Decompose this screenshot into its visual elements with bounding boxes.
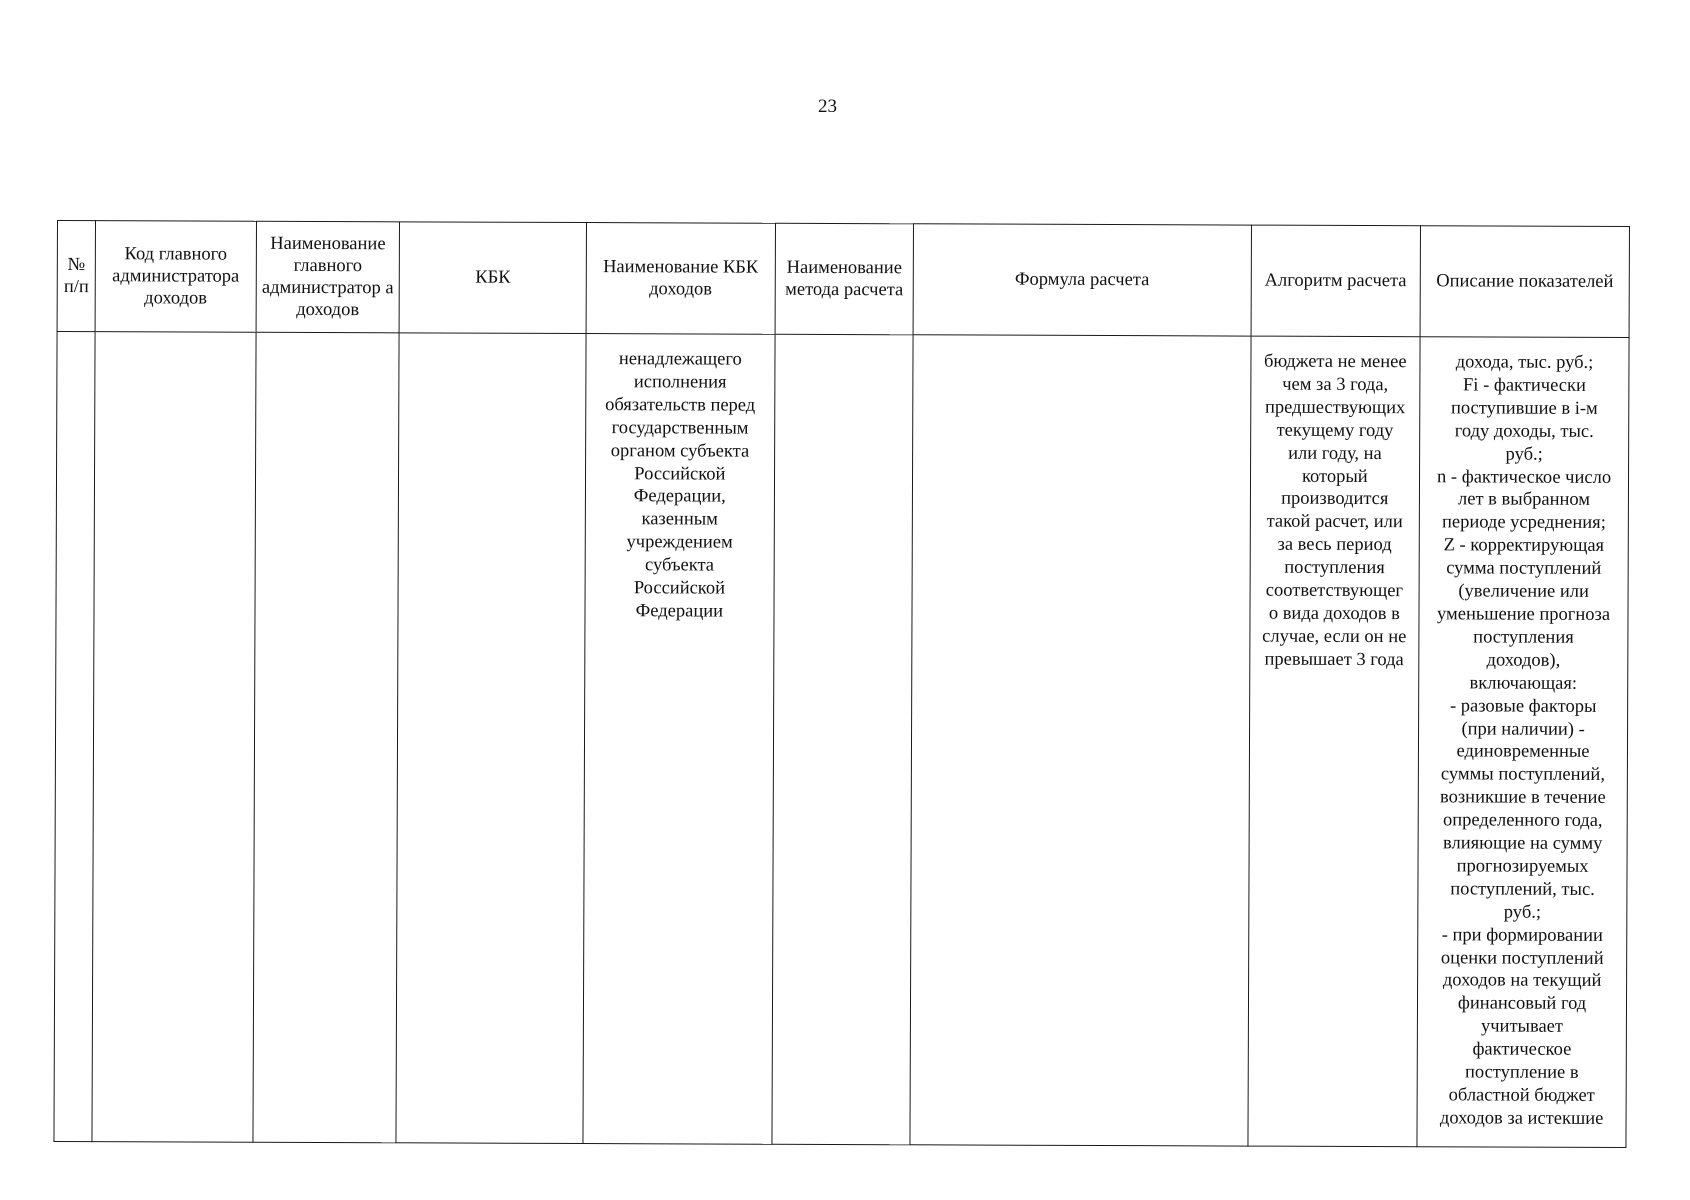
cell-indicators — [1417, 337, 1629, 1148]
header-kbk: КБК — [399, 222, 586, 334]
header-admin-code: Код главного администратора доходов — [95, 221, 256, 333]
cell-formula — [910, 335, 1250, 1146]
header-kbk-name: Наименование КБК доходов — [586, 223, 775, 335]
page-number: 23 — [818, 96, 837, 117]
cell-algorithm-text: бюджета не менее чем за 3 года, предшествующих текущему году или году, на который производится такой расчет, или за весь период поступления соответствующег о вида доходов в случае, если он не превышает 3 года — [1262, 351, 1407, 670]
header-method-name: Наименование метода расчета — [775, 223, 914, 335]
cell-num — [54, 332, 95, 1142]
table-body — [54, 332, 1629, 1148]
cell-formula-text — [914, 349, 1250, 350]
header-num: № п/п — [57, 221, 96, 332]
cell-kbk-name-text: ненадлежащего исполнения обязательств перед государственным органом субъекта Российской Федерации, казенным учреждением субъекта Российской Федерации — [605, 349, 756, 622]
cell-admin-name-text — [256, 347, 399, 348]
header-formula: Формула расчета — [913, 224, 1251, 336]
header-admin-name: Наименование главного администратор а доходов — [256, 221, 400, 333]
cell-algorithm — [1247, 336, 1420, 1147]
cell-kbk-text — [400, 347, 586, 348]
cell-method-name-text — [775, 349, 913, 350]
cell-kbk — [396, 333, 586, 1144]
table-header — [57, 221, 1629, 338]
table-row — [54, 332, 1629, 1148]
cell-kbk-name — [583, 334, 775, 1145]
cell-method-name — [772, 334, 914, 1145]
income-forecast-table — [53, 220, 1630, 1148]
cell-indicators-text: дохода, тыс. руб.; Fi - фактически поступившие в i-м году доходы, тыс. руб.; n - фактическое число лет в выбранном периоде усреднения; Z - корректирующая сумма поступлений (увеличение или уменьшение прогноза поступления доходов), включающая: - разовые факторы (при наличии) - единовременные суммы поступлений, возникшие в течение определенного года, влияющие на сумму прогнозируемых поступлений, тыс. руб.; - при формировании оценки поступлений доходов на текущий финансовый год учитывает фактическое поступление в областной бюджет доходов за истекшие — [1437, 352, 1612, 1129]
cell-admin-code — [92, 332, 256, 1143]
header-row — [57, 221, 1629, 338]
cell-admin-name — [253, 332, 400, 1143]
header-indicators: Описание показателей — [1420, 226, 1629, 338]
cell-admin-code-text — [96, 346, 256, 347]
header-algorithm: Алгоритм расчета — [1251, 225, 1421, 337]
